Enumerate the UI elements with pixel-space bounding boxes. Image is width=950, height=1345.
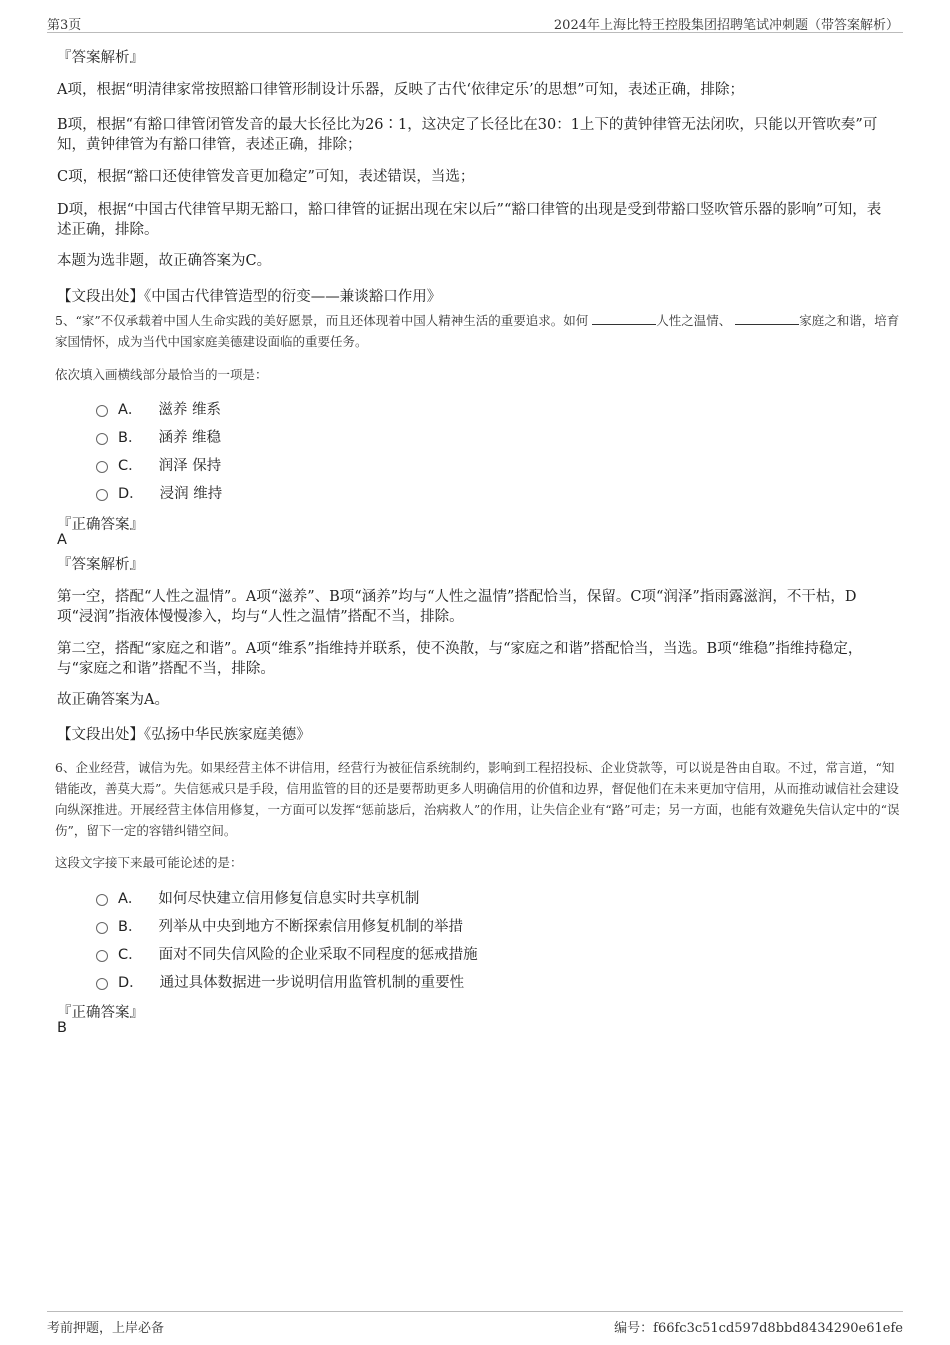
source-citation: 【文段出处】《弘扬中华民族家庭美德》 bbox=[57, 727, 311, 743]
footer-slogan: 考前押题，上岸必备 bbox=[47, 1321, 165, 1336]
radio-button[interactable] bbox=[96, 978, 108, 990]
analysis-option-c: C项，根据“豁口还使律管发音更加稳定”可知，表述错误，当选； bbox=[57, 169, 475, 185]
radio-button[interactable] bbox=[96, 433, 108, 445]
radio-button[interactable] bbox=[96, 489, 108, 501]
radio-button[interactable] bbox=[96, 922, 108, 934]
option-b[interactable]: B． 列举从中央到地方不断探索信用修复机制的举措 bbox=[96, 914, 463, 936]
page-footer bbox=[47, 1311, 903, 1336]
option-c[interactable]: C． 润泽 保持 bbox=[96, 453, 221, 475]
correct-answer: B bbox=[57, 1020, 67, 1036]
option-d[interactable]: D． 浸润 维持 bbox=[96, 481, 222, 503]
radio-button[interactable] bbox=[96, 950, 108, 962]
page-number: 第3页 bbox=[47, 18, 82, 33]
analysis-option-b: B项，根据“有豁口律管闭管发音的最大长径比为26∶1，这决定了长径比在30：1上下的黄钟律管无法闭吹，只能以开管吹奏”可知，黄钟律管为有豁口律管，表述正确，排除； bbox=[57, 117, 878, 153]
question-instruction: 依次填入画横线部分最恰当的一项是： bbox=[55, 367, 268, 382]
analysis-title: 『答案解析』 bbox=[57, 50, 144, 66]
blank-line bbox=[735, 312, 799, 325]
option-d[interactable]: D． 通过具体数据进一步说明信用监管机制的重要性 bbox=[96, 970, 464, 992]
blank-line bbox=[592, 312, 656, 325]
answer-conclusion: 本题为选非题，故正确答案为C。 bbox=[57, 253, 272, 269]
option-b[interactable]: B． 涵养 维稳 bbox=[96, 425, 221, 447]
source-citation: 【文段出处】《中国古代律管造型的衍变——兼谈豁口作用》 bbox=[57, 289, 442, 305]
option-c[interactable]: C． 面对不同失信风险的企业采取不同程度的惩戒措施 bbox=[96, 942, 478, 964]
document-title: 2024年上海比特王控股集团招聘笔试冲刺题（带答案解析） bbox=[553, 18, 899, 33]
analysis-blank-2: 第二空，搭配“家庭之和谐”。A项“维系”指维持并联系，使不涣散，与“家庭之和谐”搭配恰当，当选。B项“维稳”指维持稳定，与“家庭之和谐”搭配不当，排除。 bbox=[57, 641, 863, 677]
question-instruction: 这段文字接下来最可能论述的是： bbox=[55, 855, 243, 870]
correct-answer: A bbox=[57, 532, 67, 548]
analysis-option-a: A项，根据“明清律家常按照豁口律管形制设计乐器，反映了古代‘依律定乐’的思想”可知，表述正确，排除； bbox=[57, 82, 745, 98]
option-a[interactable]: A． 如何尽快建立信用修复信息实时共享机制 bbox=[96, 886, 419, 908]
radio-button[interactable] bbox=[96, 405, 108, 417]
question-stem: 6、企业经营，诚信为先。如果经营主体不讲信用，经营行为被征信系统制约，影响到工程招投标、企业贷款等，可以说是咎由自取。不过，常言道，“知错能改，善莫大焉”。失信惩戒只是手段，信用监管的目的还是要帮助更多人明确信用的价值和边界，督促他们在未来更加守信用，从而推动诚信社会建设向纵深推进。开展经营主体信用修复，一方面可以发挥“惩前毖后，治病救人”的作用，让失信企业有“路”可走；另一方面，也能有效避免失信认定中的“误伤”，留下一定的容错纠错空间。 bbox=[55, 760, 900, 838]
radio-button[interactable] bbox=[96, 894, 108, 906]
correct-answer-title: 『正确答案』 bbox=[57, 1005, 144, 1021]
radio-button[interactable] bbox=[96, 461, 108, 473]
analysis-title: 『答案解析』 bbox=[57, 557, 144, 573]
document-code: 编号：f66fc3c51cd597d8bbd8434290e61efe bbox=[614, 1321, 903, 1336]
question-stem: 5、“家”不仅承载着中国人生命实践的美好愿景，而且还体现着中国人精神生活的重要追求。如何 人性之温情、 家庭之和谐，培育家国情怀，成为当代中国家庭美德建设面临的重要任务。 bbox=[55, 313, 900, 349]
analysis-option-d: D项，根据“中国古代律管早期无豁口，豁口律管的证据出现在宋以后”“豁口律管的出现是受到带豁口竖吹管乐器的影响”可知，表述正确，排除。 bbox=[57, 202, 882, 238]
answer-conclusion: 故正确答案为A。 bbox=[57, 692, 169, 708]
correct-answer-title: 『正确答案』 bbox=[57, 517, 144, 533]
page-header bbox=[47, 12, 903, 33]
analysis-blank-1: 第一空，搭配“人性之温情”。A项“滋养”、B项“涵养”均与“人性之温情”搭配恰当，保留。C项“润泽”指雨露滋润，不干枯，D项“浸润”指液体慢慢渗入，均与“人性之温情”搭配不当，排除。 bbox=[57, 589, 857, 625]
option-a[interactable]: A． 滋养 维系 bbox=[96, 397, 221, 419]
